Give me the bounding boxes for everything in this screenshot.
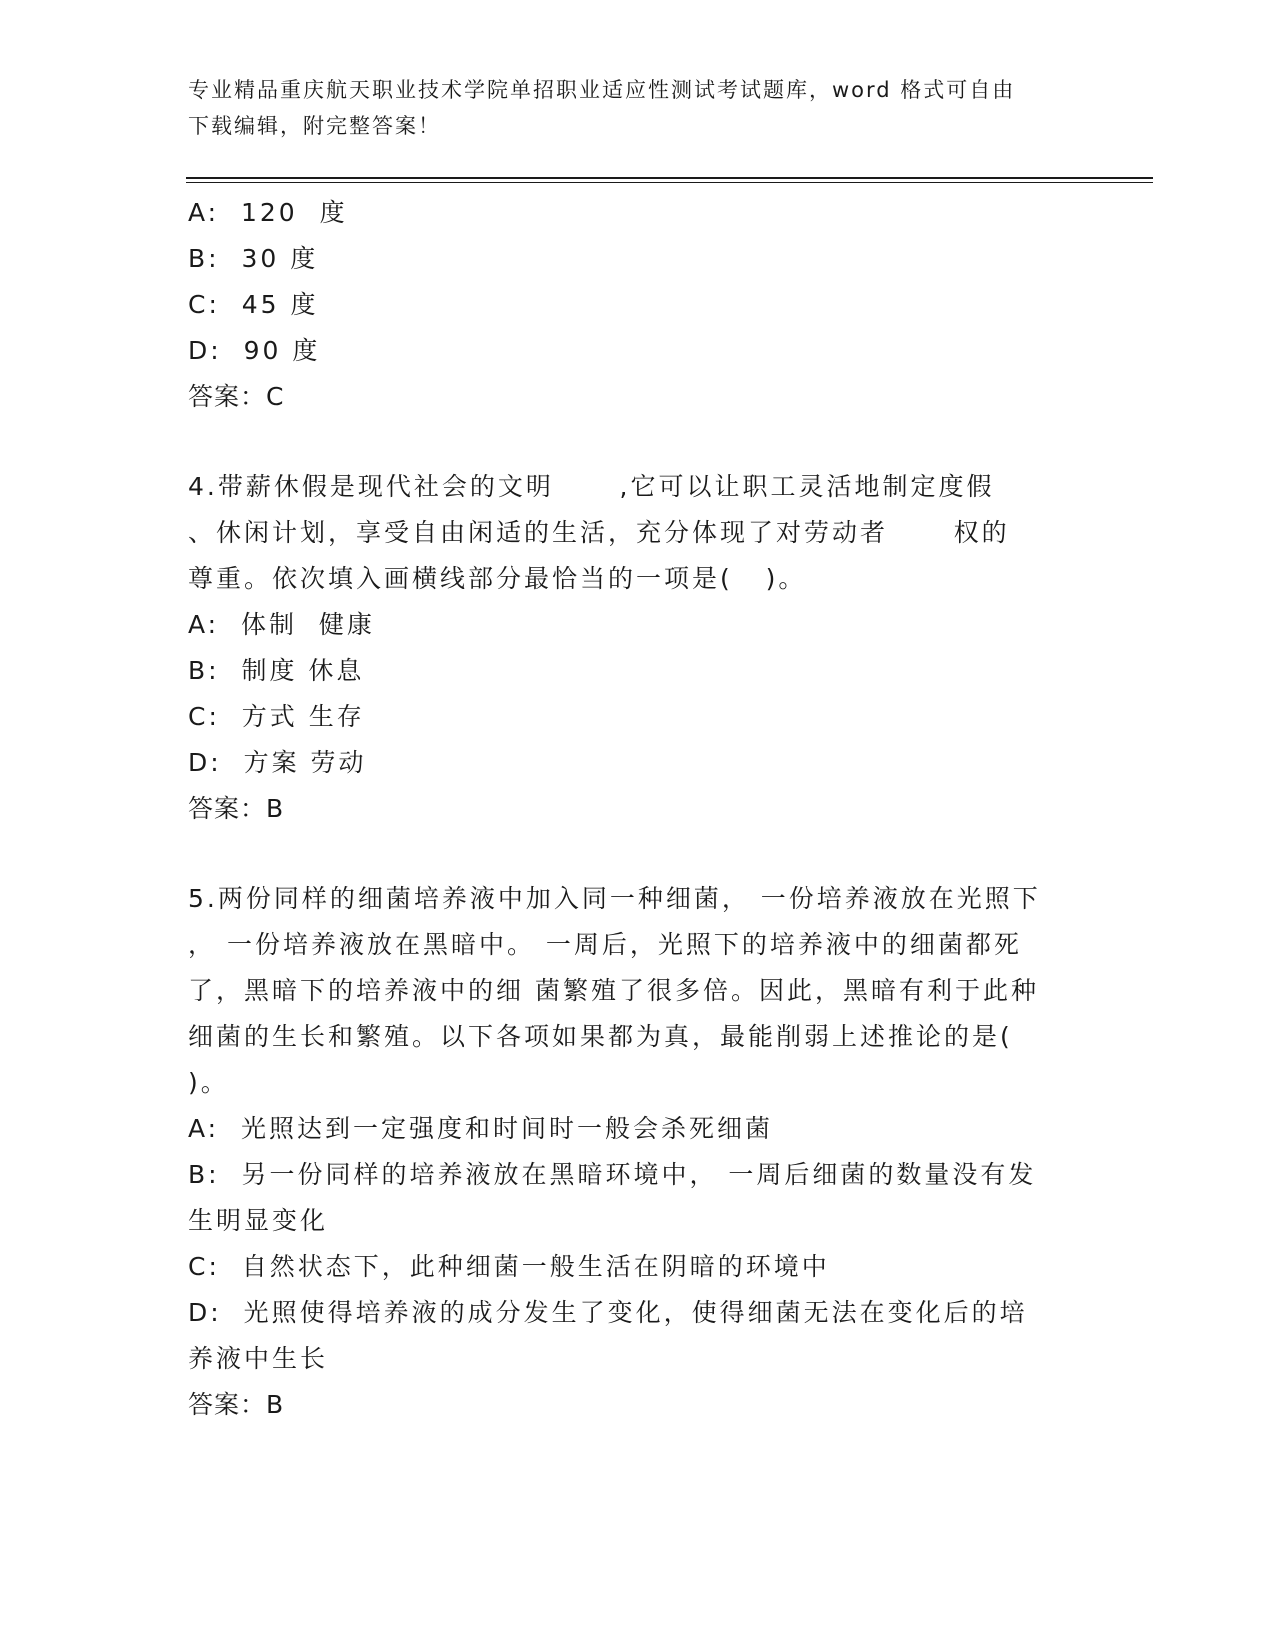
document-header (188, 72, 1088, 144)
header-line-1: 专业精品重庆航天职业技术学院单招职业适应性测试考试题库，word 格式可自由 (188, 78, 1016, 102)
option-d-continued: 养液中生长 (188, 1344, 329, 1373)
question-stem-line: 细菌的生长和繁殖。以下各项如果都为真，最能削弱上述推论的是( (188, 1022, 1013, 1051)
option-b: B: 制度 休息 (188, 656, 365, 685)
option-d: D: 90 度 (188, 336, 321, 365)
question-3-block (188, 190, 1088, 420)
question-stem-line: 5.两份同样的细菌培养液中加入同一种细菌， 一份培养液放在光照下 (188, 884, 1041, 913)
question-stem-line: 、休闲计划，享受自由闲适的生活，充分体现了对劳动者 权的 (188, 518, 1010, 547)
header-divider-thick (186, 177, 1153, 179)
option-c: C: 方式 生存 (188, 702, 365, 731)
question-4-block (188, 464, 1088, 832)
option-b: B: 另一份同样的培养液放在黑暗环境中， 一周后细菌的数量没有发 (188, 1160, 1037, 1189)
header-line-2: 下载编辑，附完整答案！ (188, 114, 441, 138)
question-5-block (188, 876, 1088, 1428)
option-b-continued: 生明显变化 (188, 1206, 329, 1235)
option-c: C: 自然状态下，此种细菌一般生活在阴暗的环境中 (188, 1252, 830, 1281)
option-a: A: 光照达到一定强度和时间时一般会杀死细菌 (188, 1114, 773, 1143)
question-content (188, 190, 1088, 1428)
question-stem-line: 了，黑暗下的培养液中的细 菌繁殖了很多倍。因此，黑暗有利于此种 (188, 976, 1039, 1005)
question-stem-line: ， 一份培养液放在黑暗中。 一周后，光照下的培养液中的细菌都死 (188, 930, 1022, 959)
option-d: D: 光照使得培养液的成分发生了变化，使得细菌无法在变化后的培 (188, 1298, 1028, 1327)
question-stem-line: 4.带薪休假是现代社会的文明 ,它可以让职工灵活地制定度假 (188, 472, 995, 501)
answer-line: 答案：C (188, 382, 285, 411)
option-a: A: 120 度 (188, 198, 348, 227)
option-d: D: 方案 劳动 (188, 748, 367, 777)
question-stem-line: 尊重。依次填入画横线部分最恰当的一项是( )。 (188, 564, 807, 593)
option-b: B: 30 度 (188, 244, 319, 273)
option-a: A: 体制 健康 (188, 610, 375, 639)
answer-line: 答案：B (188, 794, 285, 823)
answer-line: 答案：B (188, 1390, 285, 1419)
option-c: C: 45 度 (188, 290, 319, 319)
question-stem-line: )。 (188, 1068, 229, 1097)
header-divider-thin (186, 182, 1153, 183)
